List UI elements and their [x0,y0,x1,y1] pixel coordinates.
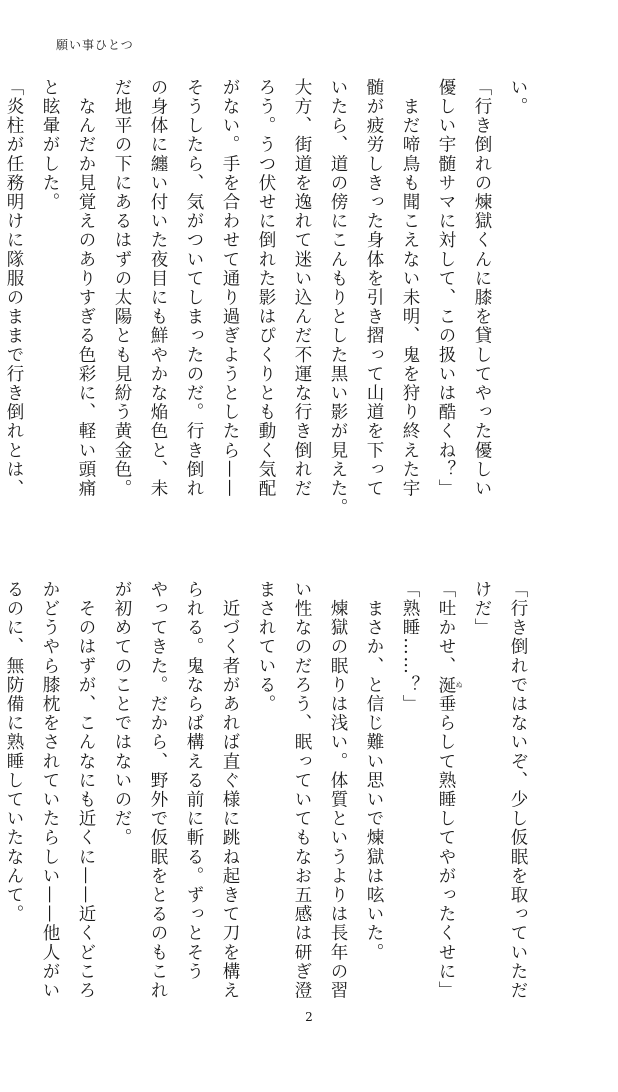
text-line: やってきた。だから、野外で仮眠をとるのもこれ [148,580,168,1001]
text-line-with-ruby [436,580,463,1001]
text-line: がない。手を合わせて通り過ぎようとしたら—— [220,78,240,499]
text-line: 近づく者があれば直ぐ様に跳ね起きて刀を構え [220,580,240,1001]
text-line: 髄が疲労しきった身体を引き摺って山道を下って [364,78,384,499]
text-line: けだ」 [472,580,492,638]
page-number: 2 [305,1010,313,1024]
text-fragment: 垂らして熟睡してやがったくせに」 [436,694,456,1001]
text-line: の身体に纏い付いた夜目にも鮮やかな焔色と、未 [148,78,168,499]
text-line: そうしたら、気がついてしまったのだ。行き倒れ [184,78,204,499]
text-line: だ地平の下にあるはずの太陽とも見紛う黄金色。 [112,78,132,499]
text-line: 「熟睡……？」 [400,580,420,714]
text-line: 「行き倒れの煉獄くんに膝を貸してやった優しい [472,78,492,499]
text-line: い性なのだろう、眠っていてもなお五感は研ぎ澄 [292,580,312,1001]
text-line: ろう。うつ伏せに倒れた影はぴくりとも動く気配 [256,78,276,499]
ruby-annotation [436,675,463,695]
text-line: なんだか見覚えのありすぎる色彩に、軽い頭痛 [76,78,96,499]
text-line: い。 [508,78,528,117]
text-line: 「行き倒れではないぞ、少し仮眠を取っていただ [508,580,528,1001]
text-line: そのはずが、こんなにも近くに——近くどころ [76,580,96,1001]
ruby-reading: ぬ [455,675,463,695]
text-fragment: 「吐かせ、 [436,580,456,676]
text-line: まされている。 [256,580,276,714]
text-line: が初めてのことではないのだ。 [112,580,132,848]
ruby-base: 涎 [436,675,456,695]
bottom-text-block [0,580,572,1010]
text-line: 「炎柱が任務明けに隊服のままで行き倒れとは、 [4,78,24,499]
text-line: られる。鬼ならば構える前に斬る。ずっとそう [184,580,204,982]
text-line: 大方、街道を逸れて迷い込んだ不運な行き倒れだ [292,78,312,499]
running-header: 願い事ひとつ [56,38,134,52]
text-line: まさか、と信じ難い思いで煉獄は呟いた。 [364,580,384,962]
text-line: 優しい宇髄サマに対して、この扱いは酷くね？」 [436,78,456,499]
text-line: かどうやら膝枕をされていたらしい——他人がい [40,580,60,1001]
text-line: と眩暈がした。 [40,78,60,212]
text-line: 煉獄の眠りは浅い。体質というよりは長年の習 [328,580,348,1001]
text-line: まだ啼鳥も聞こえない未明、鬼を狩り終えた宇 [400,78,420,499]
text-line: いたら、道の傍にこんもりとした黒い影が見えた。 [328,78,348,518]
text-line: るのに、無防備に熟睡していたなんて。 [4,580,24,924]
top-text-block [0,78,572,538]
